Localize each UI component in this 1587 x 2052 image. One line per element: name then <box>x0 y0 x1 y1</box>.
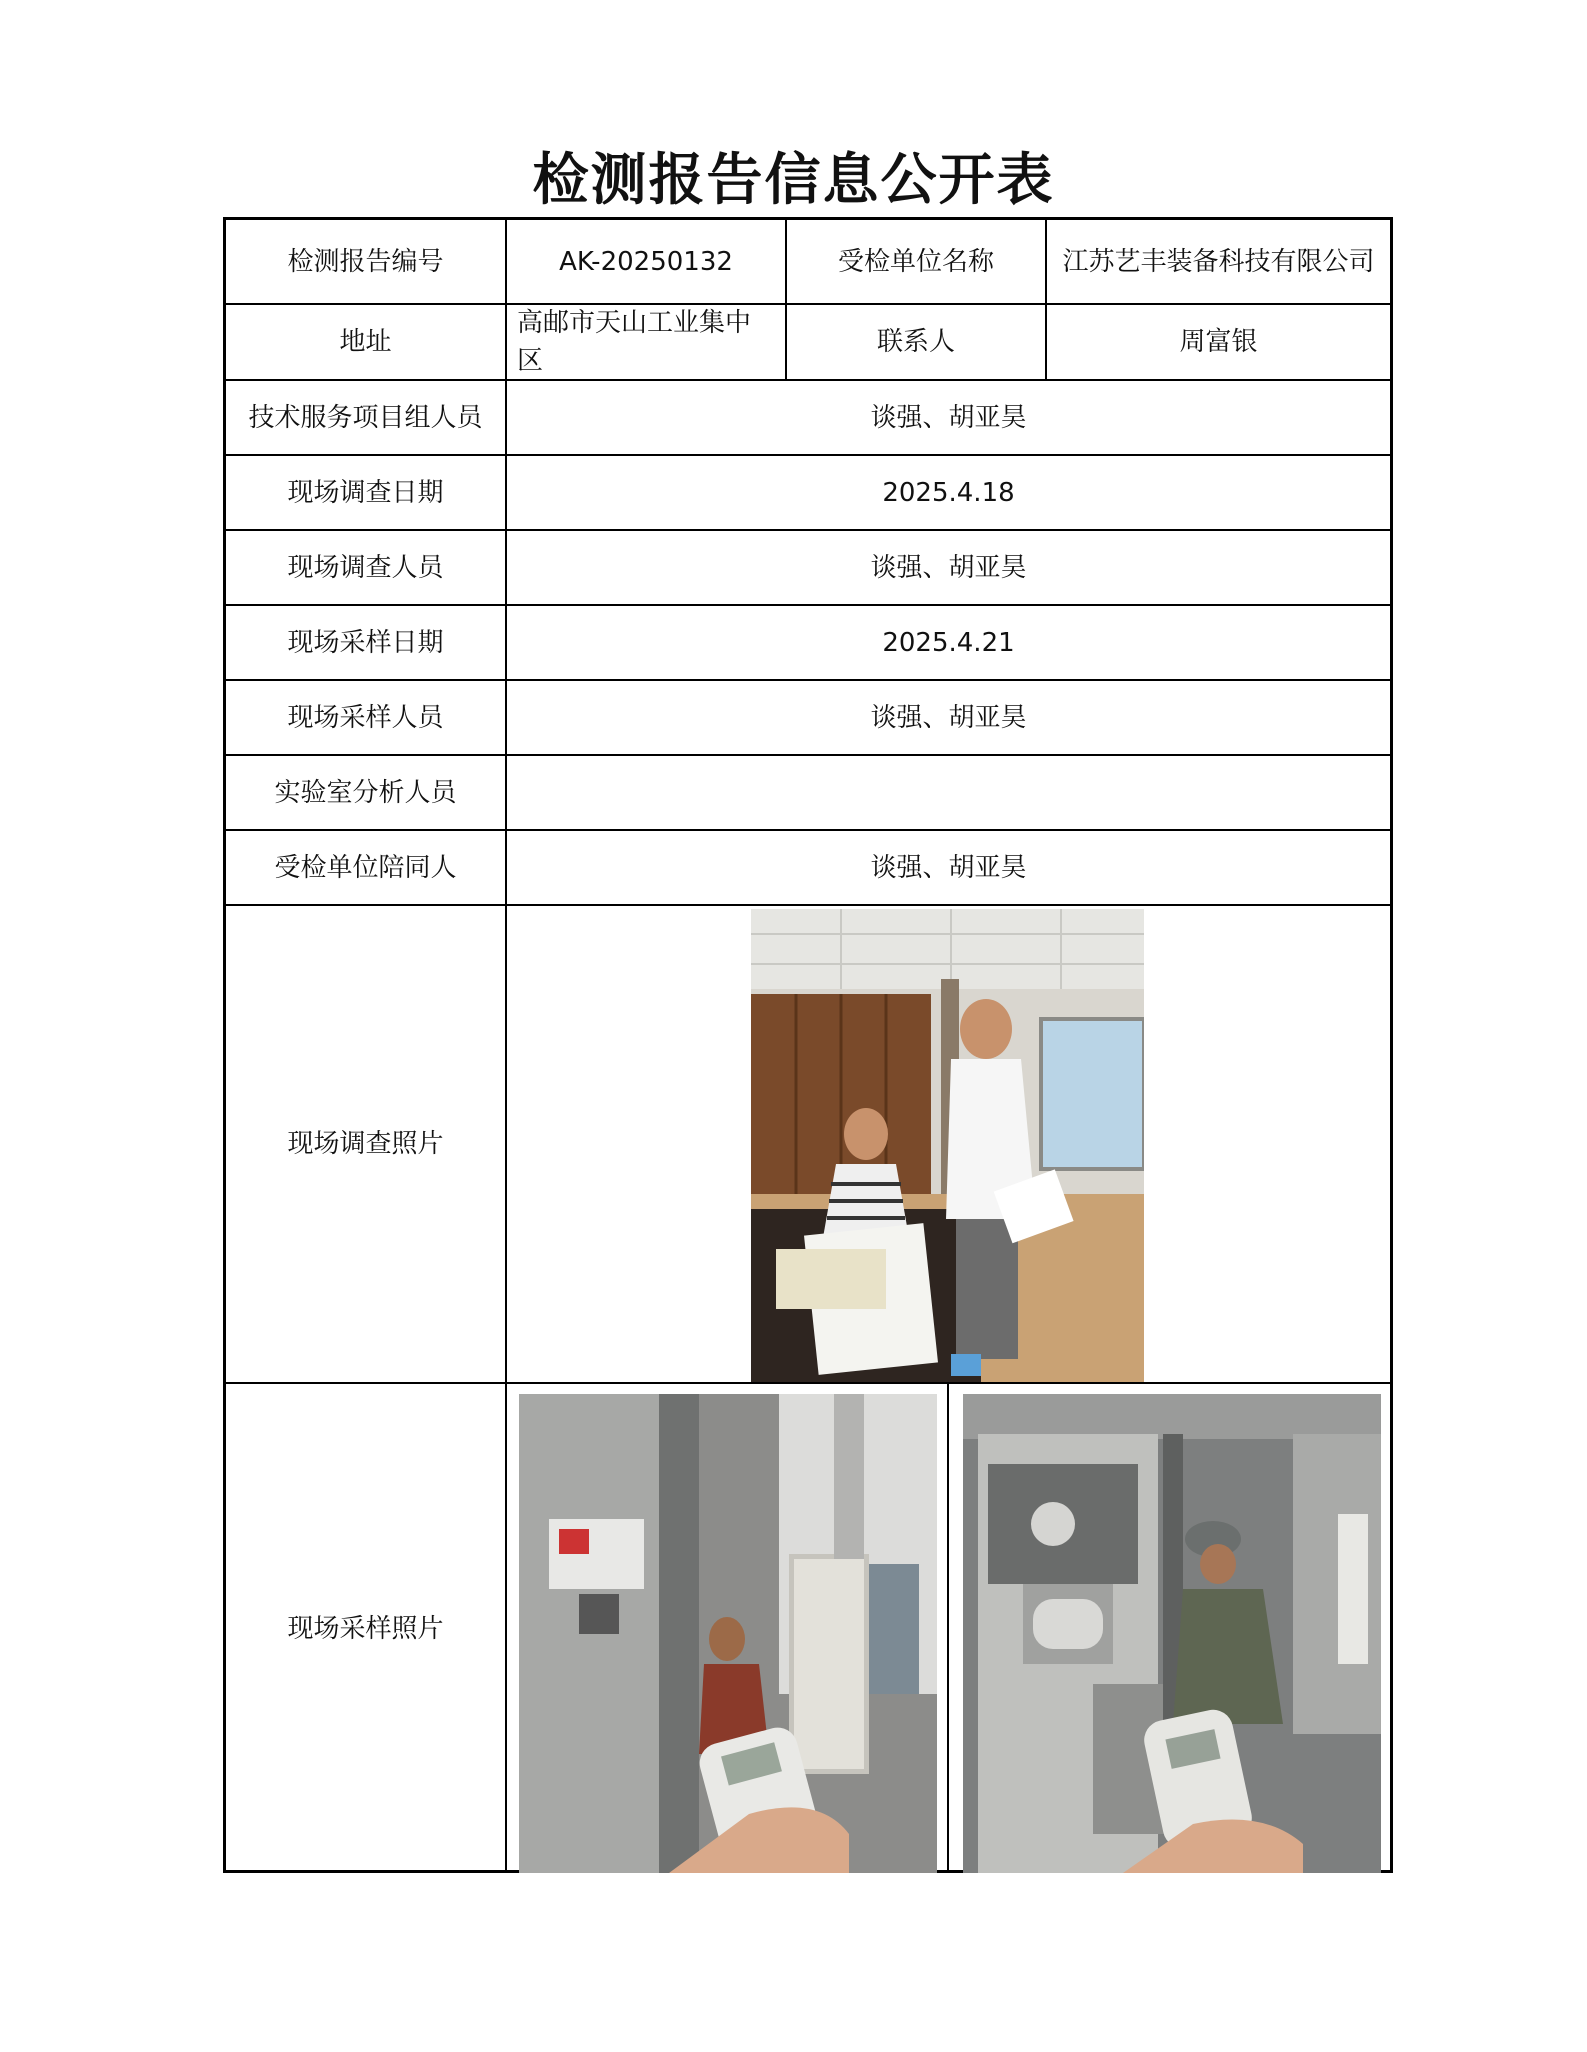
sampling-photo-2 <box>963 1394 1381 1873</box>
contact-label: 联系人 <box>876 327 955 357</box>
survey-photo <box>751 909 1144 1382</box>
row-value-sampling-date: 2025.4.21 <box>882 627 1015 658</box>
row-label-escort: 受检单位陪同人 <box>274 852 457 883</box>
row-value-sampling-staff: 谈强、胡亚昊 <box>870 702 1027 733</box>
report-info-table <box>223 217 1393 1873</box>
row-label-sampling-staff: 现场采样人员 <box>287 702 444 733</box>
report-no-value: AK-20250132 <box>559 246 733 277</box>
survey-photo-label: 现场调查照片 <box>287 1129 444 1159</box>
row-label-survey-staff: 现场调查人员 <box>287 552 444 583</box>
row-label-survey-date: 现场调查日期 <box>287 477 444 508</box>
row-label-team: 技术服务项目组人员 <box>248 402 483 433</box>
row-value-survey-staff: 谈强、胡亚昊 <box>870 552 1027 583</box>
contact-value: 周富银 <box>1179 327 1258 357</box>
row-label-lab-staff: 实验室分析人员 <box>274 777 457 808</box>
row-value-lab-staff <box>507 756 1390 829</box>
company-value: 江苏艺丰装备科技有限公司 <box>1062 246 1375 277</box>
sampling-photo-1 <box>519 1394 937 1873</box>
row-value-escort: 谈强、胡亚昊 <box>870 852 1027 883</box>
page-title: 检测报告信息公开表 <box>532 147 1055 213</box>
row-label-sampling-date: 现场采样日期 <box>287 627 444 658</box>
company-label: 受检单位名称 <box>837 246 994 277</box>
row-value-survey-date: 2025.4.18 <box>882 477 1015 508</box>
address-label: 地址 <box>339 327 392 357</box>
report-no-label: 检测报告编号 <box>287 246 444 277</box>
address-value: 高邮市天山工业集中区 <box>517 308 752 376</box>
sampling-photo-label: 现场采样照片 <box>287 1613 444 1644</box>
row-value-team: 谈强、胡亚昊 <box>870 402 1027 433</box>
